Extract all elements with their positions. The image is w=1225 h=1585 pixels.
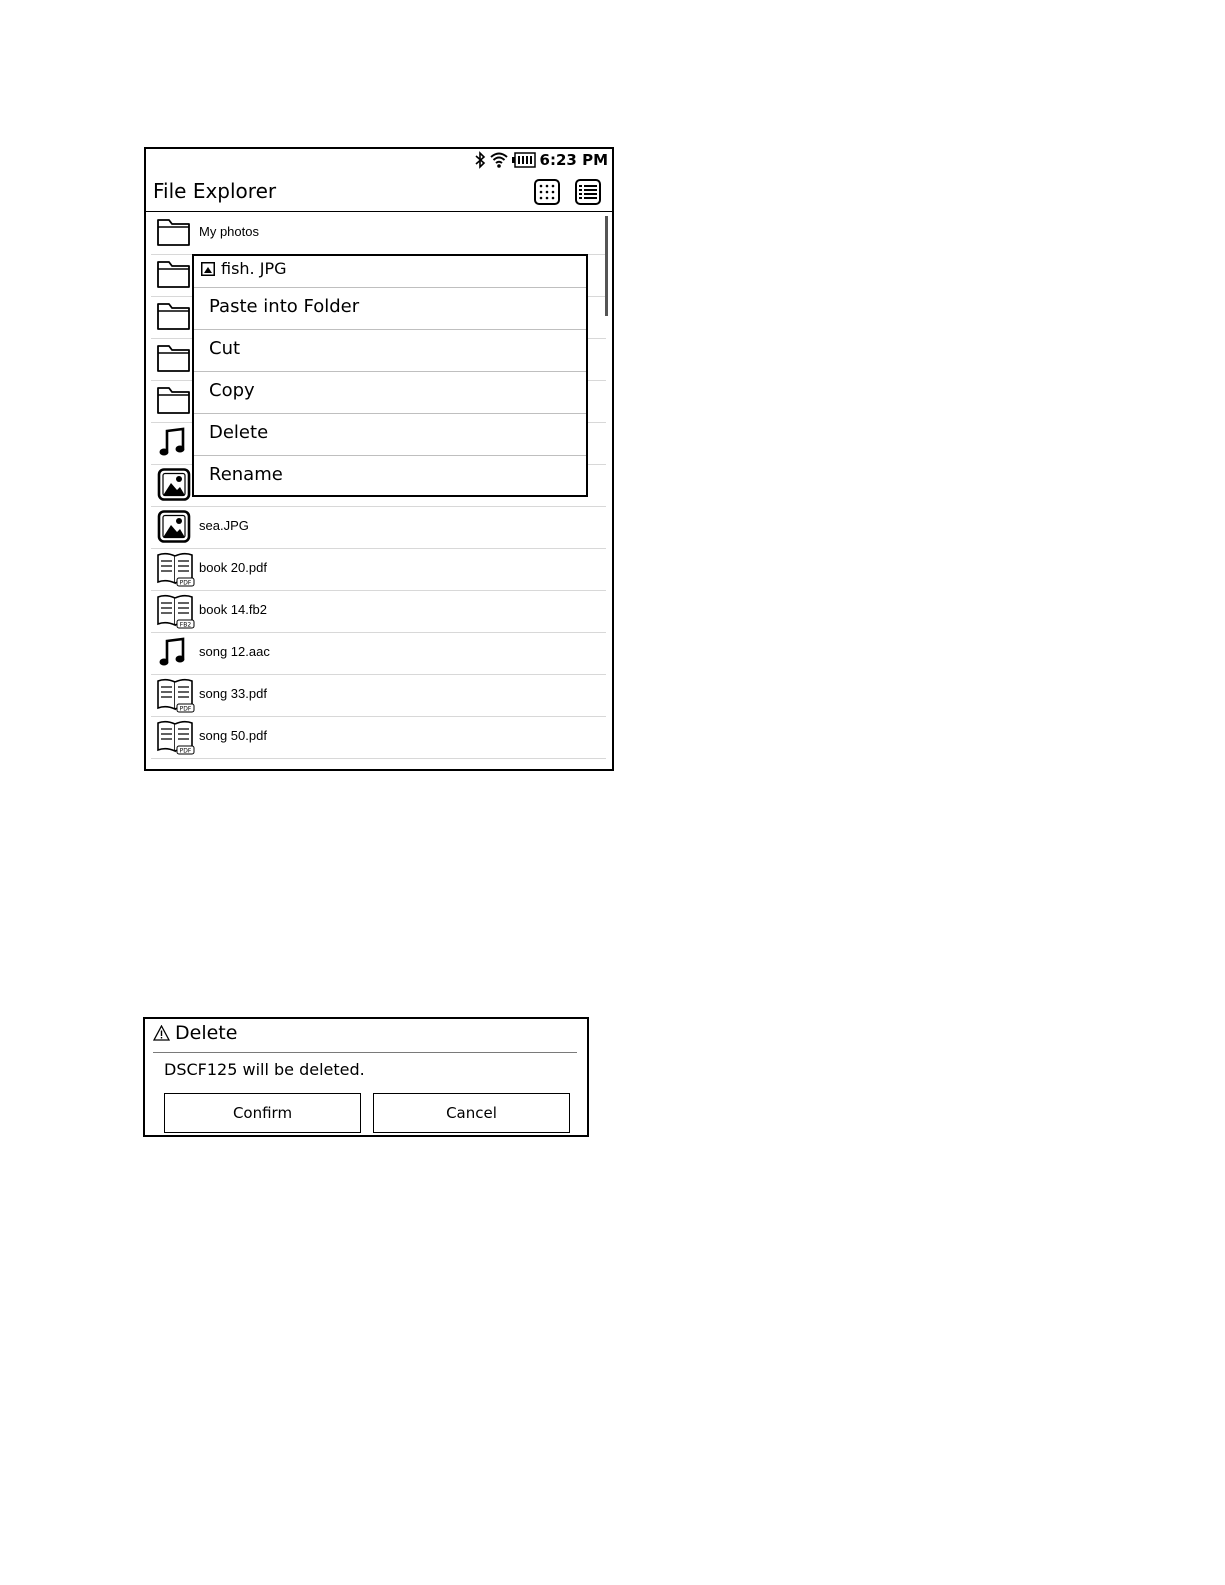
file-row[interactable] xyxy=(151,212,606,255)
menu-item-delete[interactable] xyxy=(194,413,586,456)
svg-text:FB2: FB2 xyxy=(179,621,192,629)
file-row[interactable] xyxy=(151,590,606,633)
warning-icon xyxy=(153,1025,170,1045)
status-time: 6:23 PM xyxy=(539,151,608,169)
menu-item-copy[interactable] xyxy=(194,371,586,414)
music-note-icon xyxy=(156,426,196,462)
file-name: song 33.pdf xyxy=(199,686,267,701)
file-name: book 14.fb2 xyxy=(199,602,267,617)
list-view-button[interactable] xyxy=(575,179,601,205)
grid-view-button[interactable] xyxy=(534,179,560,205)
menu-item-label: Delete xyxy=(209,422,269,443)
cancel-button[interactable]: Cancel xyxy=(373,1093,570,1133)
file-name: song 50.pdf xyxy=(199,728,267,743)
app-title: File Explorer xyxy=(153,179,277,203)
dialog-message: DSCF125 will be deleted. xyxy=(164,1060,365,1079)
context-menu-title: fish. JPG xyxy=(221,259,287,278)
dialog-title: Delete xyxy=(175,1022,238,1044)
menu-item-paste-into-folder[interactable] xyxy=(194,287,586,330)
folder-icon xyxy=(156,384,196,420)
book-icon xyxy=(156,678,196,714)
bluetooth-icon xyxy=(474,151,486,169)
svg-text:PDF: PDF xyxy=(179,705,192,713)
menu-item-rename[interactable] xyxy=(194,455,586,497)
image-icon xyxy=(156,468,196,504)
context-menu-header xyxy=(194,256,586,288)
folder-icon xyxy=(156,342,196,378)
scrollbar[interactable] xyxy=(605,216,608,316)
context-menu xyxy=(192,254,588,497)
menu-item-label: Copy xyxy=(209,380,255,401)
book-icon xyxy=(156,552,196,588)
status-bar xyxy=(146,149,612,175)
list-view-icon xyxy=(579,184,597,200)
book-icon xyxy=(156,720,196,756)
image-file-icon xyxy=(201,261,215,280)
app-bar xyxy=(146,175,612,212)
menu-item-label: Paste into Folder xyxy=(209,296,360,317)
file-name: sea.JPG xyxy=(199,518,249,533)
file-row[interactable] xyxy=(151,506,606,549)
file-row[interactable] xyxy=(151,632,606,675)
folder-icon xyxy=(156,258,196,294)
menu-item-label: Cut xyxy=(209,338,241,359)
book-icon xyxy=(156,594,196,630)
file-row[interactable] xyxy=(151,674,606,717)
file-name: song 12.aac xyxy=(199,644,270,659)
folder-icon xyxy=(156,216,196,252)
menu-item-label: Rename xyxy=(209,464,283,485)
confirm-button[interactable]: Confirm xyxy=(164,1093,361,1133)
wifi-icon xyxy=(490,151,508,169)
svg-text:PDF: PDF xyxy=(179,747,192,755)
grid-view-icon xyxy=(538,183,556,201)
music-note-icon xyxy=(156,636,196,672)
folder-icon xyxy=(156,300,196,336)
dialog-title-bar xyxy=(153,1019,577,1053)
menu-item-cut[interactable] xyxy=(194,329,586,372)
file-name: My photos xyxy=(199,224,259,239)
file-row[interactable] xyxy=(151,548,606,591)
battery-icon xyxy=(512,152,536,168)
delete-dialog xyxy=(143,1017,589,1137)
image-icon xyxy=(156,510,196,546)
file-name: book 20.pdf xyxy=(199,560,267,575)
status-icons xyxy=(474,151,608,169)
svg-text:PDF: PDF xyxy=(179,579,192,587)
file-row[interactable] xyxy=(151,716,606,759)
